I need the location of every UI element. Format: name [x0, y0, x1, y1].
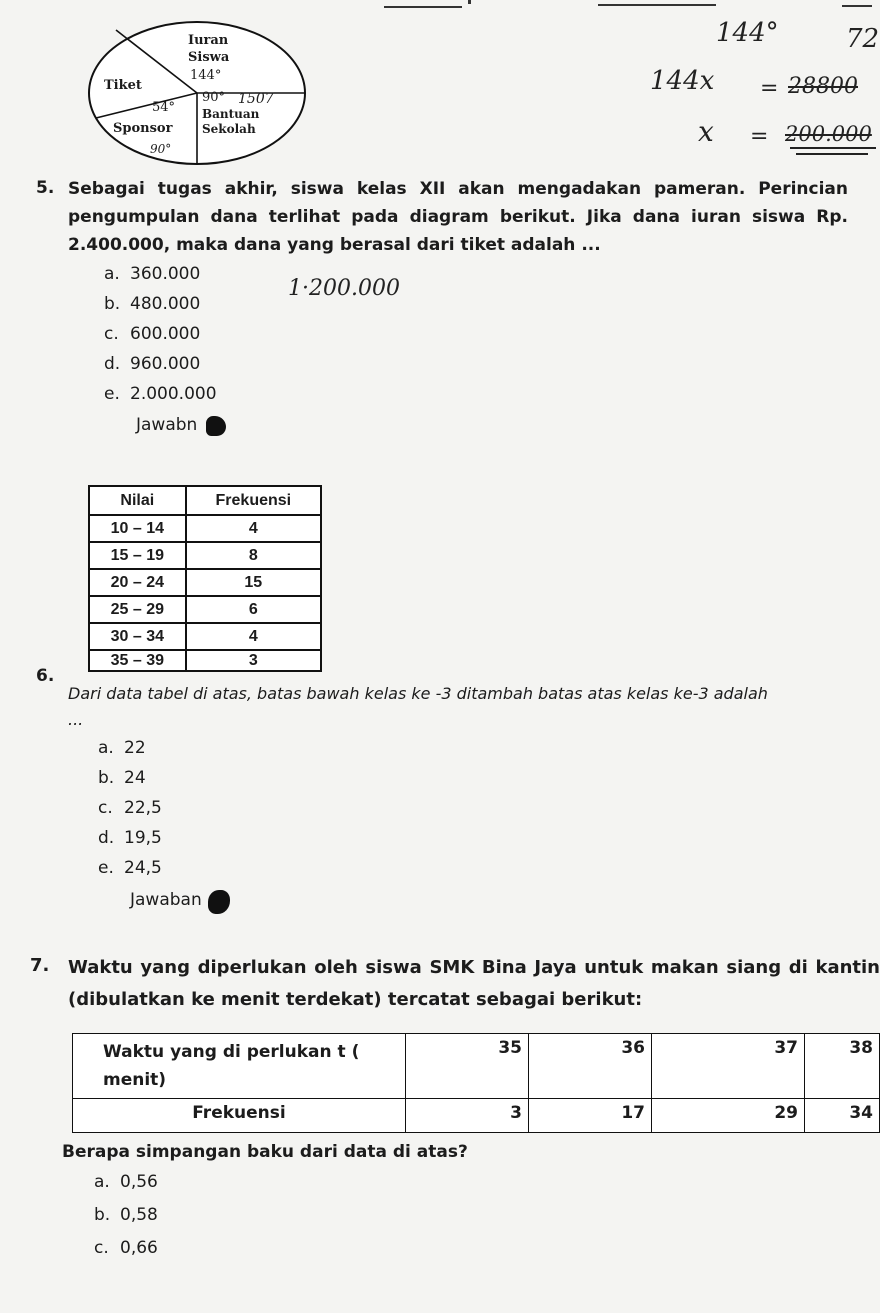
option-text: 22,5 [124, 798, 162, 818]
option-letter: a. [104, 264, 120, 284]
q6-text-cont: ... [68, 710, 84, 729]
table-row [89, 569, 321, 596]
q6-option-d[interactable] [98, 828, 162, 848]
table-cell: 35 – 39 [89, 650, 186, 671]
table-row [89, 596, 321, 623]
option-text: 480.000 [130, 294, 201, 314]
option-text: 960.000 [130, 354, 201, 374]
hw-line1: 144° [716, 18, 779, 48]
pie-note-sponsor: 90° [150, 142, 172, 156]
option-letter: c. [94, 1238, 109, 1258]
table-cell: 10 – 14 [89, 515, 186, 542]
option-text: 22 [124, 738, 146, 758]
pie-label-sekolah: Sekolah [202, 122, 256, 136]
q5-answer-blot [206, 416, 226, 436]
table-cell: 4 [186, 623, 321, 650]
table-row [89, 623, 321, 650]
option-letter: a. [94, 1172, 110, 1192]
option-letter: c. [98, 798, 113, 818]
table-cell: 3 [406, 1099, 529, 1133]
table-row [89, 515, 321, 542]
pie-label-144: 144° [190, 68, 222, 83]
table-cell-label: Frekuensi [73, 1099, 406, 1133]
q5-option-a[interactable] [104, 264, 200, 284]
q6-number: 6. [36, 666, 55, 686]
q5-option-d[interactable] [104, 354, 200, 374]
q6-option-c[interactable] [98, 798, 162, 818]
hw-line2-val: 28800 [788, 74, 858, 99]
hw-line2: 144x [650, 66, 715, 96]
table-row [73, 1034, 880, 1099]
hw-line3: x [698, 115, 714, 148]
option-letter: e. [104, 384, 120, 404]
option-text: 0,56 [120, 1172, 158, 1192]
table-cell: 15 [186, 569, 321, 596]
q5-handwritten-note: 1·200.000 [288, 276, 400, 301]
hw-underline-2 [796, 153, 868, 155]
table-cell: 36 [529, 1034, 652, 1099]
hw-underline-1 [790, 147, 876, 149]
q5-option-e[interactable] [104, 384, 217, 404]
pie-note-bantuan: 1507 [238, 91, 274, 107]
option-text: 19,5 [124, 828, 162, 848]
q5-text: Sebagai tugas akhir, siswa kelas XII akan mengadakan pameran. Perincian pengumpulan dana terlihat pada diagram berikut. Jika dana iuran siswa Rp. 2.400.000, maka dana yang berasal dari tiket adalah ... [68, 179, 848, 255]
q7-option-c[interactable] [94, 1238, 158, 1258]
pie-label-iuran: Iuran [188, 33, 229, 48]
top-scribble-4 [842, 2, 872, 7]
top-scribble-2 [468, 0, 471, 4]
table-cell: 30 – 34 [89, 623, 186, 650]
pie-label-54: 54° [152, 100, 176, 115]
q7-text: Waktu yang diperlukan oleh siswa SMK Bina Jaya untuk makan siang di kantin (dibulatkan ke menit terdekat) tercatat sebagai berikut: [68, 957, 880, 1010]
q6-answer-blot [208, 890, 230, 914]
table-row [73, 1099, 880, 1133]
option-text: 600.000 [130, 324, 201, 344]
option-text: 2.000.000 [130, 384, 217, 404]
q5-answer-label: Jawabn [136, 415, 198, 435]
q7-option-b[interactable] [94, 1205, 158, 1225]
hw-line3-val: 200.000 [785, 122, 872, 146]
table-cell: 17 [529, 1099, 652, 1133]
option-letter: c. [104, 324, 119, 344]
q5-number: 5. [36, 178, 55, 198]
column-header: Frekuensi [186, 486, 321, 515]
table-cell: 35 [406, 1034, 529, 1099]
table-cell: 3 [186, 650, 321, 671]
option-letter: a. [98, 738, 114, 758]
hw-line1b: 72 [846, 24, 880, 54]
option-text: 360.000 [130, 264, 201, 284]
option-letter: d. [98, 828, 115, 848]
table-cell: 29 [652, 1099, 805, 1133]
table-cell: 20 – 24 [89, 569, 186, 596]
table-cell: 38 [805, 1034, 880, 1099]
option-text: 24,5 [124, 858, 162, 878]
pie-label-sponsor: Sponsor [113, 121, 173, 136]
q7-question: Berapa simpangan baku dari data di atas? [62, 1142, 468, 1162]
table-header-row [89, 486, 321, 515]
pie-label-bantuan: Bantuan [202, 107, 260, 121]
q6-option-a[interactable] [98, 738, 146, 758]
q6-option-b[interactable] [98, 768, 146, 788]
option-letter: d. [104, 354, 121, 374]
hw-line2-eq: = [760, 76, 779, 101]
option-letter: b. [98, 768, 115, 788]
pie-label-siswa: Siswa [188, 50, 230, 65]
table-cell-label: Waktu yang di perlukan t ( menit) [73, 1034, 406, 1099]
pie-label-90: 90° [202, 90, 226, 105]
table-row [89, 650, 321, 671]
option-letter: e. [98, 858, 114, 878]
hw-line3-eq: = [750, 124, 769, 149]
q6-text: Dari data tabel di atas, batas bawah kelas ke -3 ditambah batas atas kelas ke-3 adalah [68, 684, 768, 703]
option-letter: b. [104, 294, 121, 314]
option-text: 24 [124, 768, 146, 788]
pie-label-tiket: Tiket [104, 78, 142, 93]
q6-table [88, 485, 322, 672]
option-letter: b. [94, 1205, 111, 1225]
table-cell: 8 [186, 542, 321, 569]
table-cell: 4 [186, 515, 321, 542]
q5-option-b[interactable] [104, 294, 200, 314]
table-cell: 37 [652, 1034, 805, 1099]
q7-table [72, 1033, 880, 1133]
q7-number: 7. [30, 955, 50, 976]
q6-answer-label: Jawaban [130, 890, 202, 910]
table-cell: 6 [186, 596, 321, 623]
top-scribble-3 [598, 0, 716, 6]
top-scribble-1 [384, 6, 462, 8]
q7-option-a[interactable] [94, 1172, 158, 1192]
table-cell: 25 – 29 [89, 596, 186, 623]
q5-option-c[interactable] [104, 324, 200, 344]
column-header: Nilai [89, 486, 186, 515]
q6-option-e[interactable] [98, 858, 162, 878]
table-cell: 15 – 19 [89, 542, 186, 569]
option-text: 0,66 [120, 1238, 158, 1258]
table-cell: 34 [805, 1099, 880, 1133]
option-text: 0,58 [120, 1205, 158, 1225]
table-row [89, 542, 321, 569]
